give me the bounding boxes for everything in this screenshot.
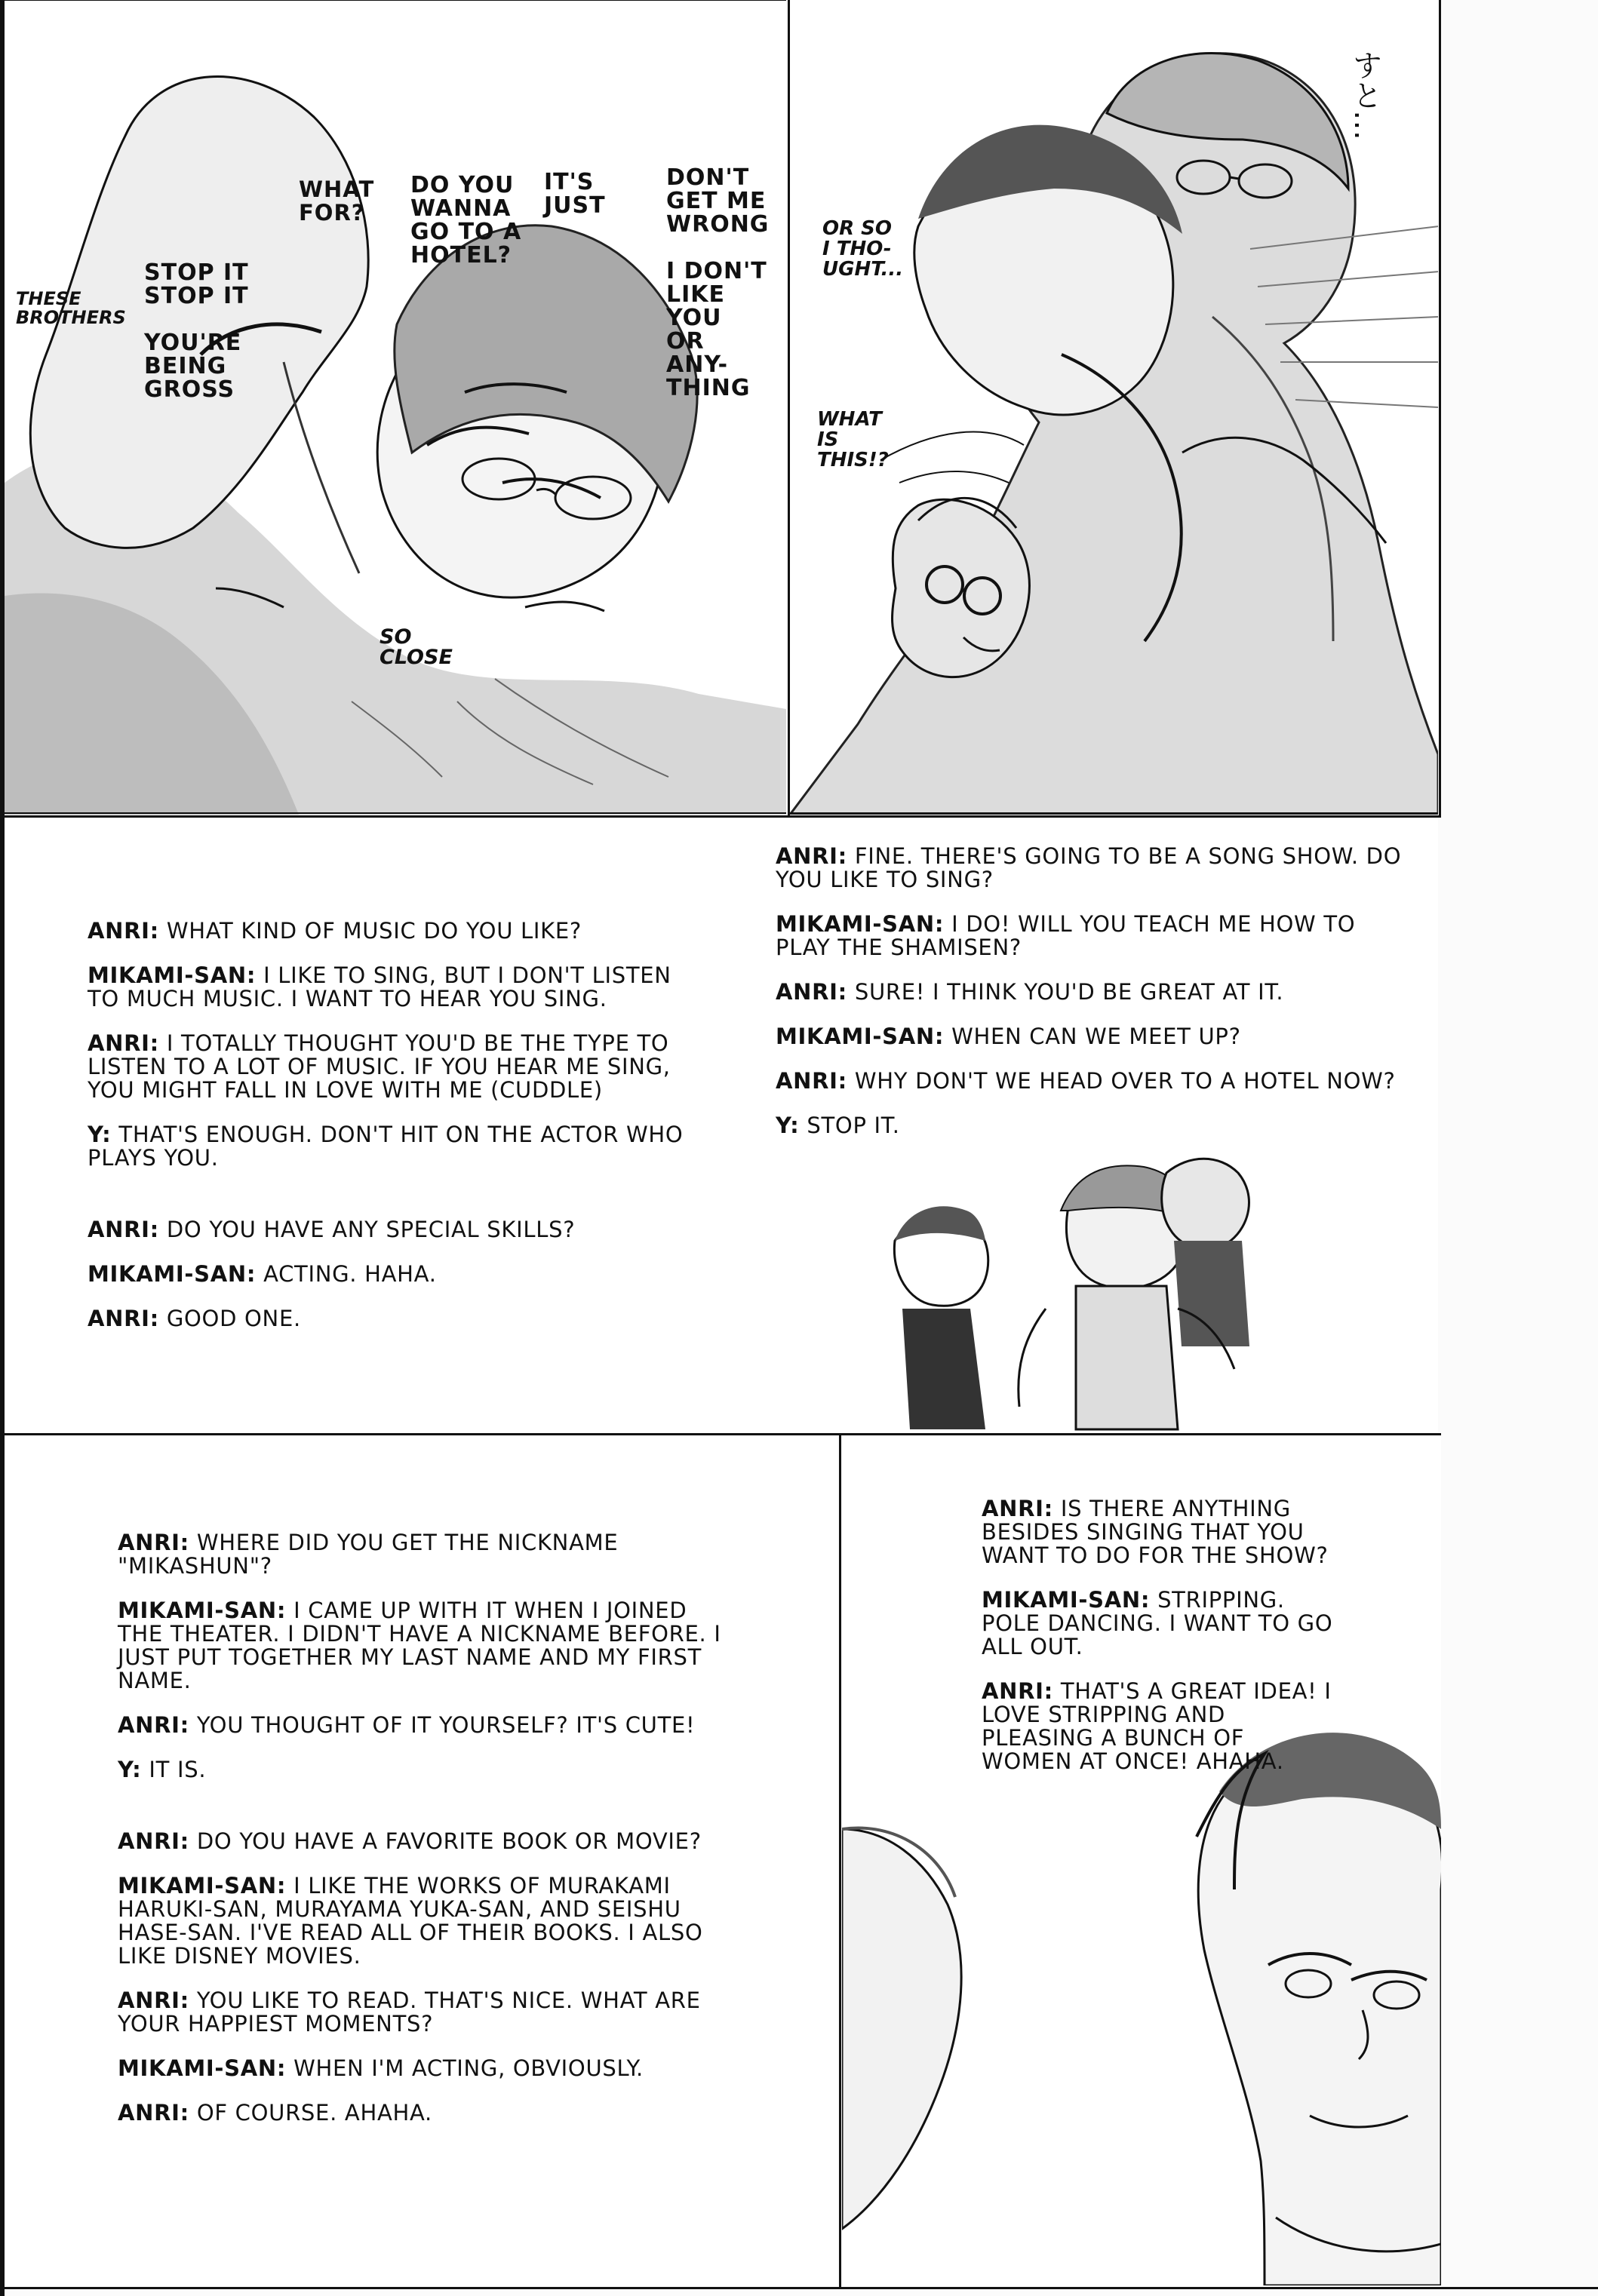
interview-line: [118, 1989, 721, 2036]
speech-dont-get-me-wrong: DON'T GET ME WRONG I DON'T LIKE YOU OR ANY- THING: [666, 164, 770, 401]
interview-line: [88, 964, 706, 1011]
line-text: OF COURSE. AHAHA.: [189, 2100, 432, 2126]
line-text: I LIKE TO SING, BUT I DON'T LISTEN TO MUCH MUSIC. I WANT TO HEAR YOU SING.: [88, 962, 671, 1011]
speaker-label: ANRI:: [118, 1828, 189, 1854]
speaker-label: MIKAMI-SAN:: [88, 1261, 257, 1287]
interview-line: [88, 1307, 706, 1331]
line-text: WHEN CAN WE MEET UP?: [944, 1024, 1241, 1049]
speaker-label: ANRI:: [118, 1530, 189, 1555]
sfx-japanese: すと…: [1348, 50, 1382, 140]
caption-these-brothers: THESE BROTHERS: [16, 288, 126, 328]
line-text: SURE! I THINK YOU'D BE GREAT AT IT.: [847, 979, 1284, 1005]
interview-line: [776, 1114, 1417, 1137]
speaker-label: ANRI:: [118, 2100, 189, 2126]
line-text: STOP IT.: [799, 1113, 900, 1138]
line-text: I LIKE THE WORKS OF MURAKAMI HARUKI-SAN, MURAYAMA YUKA-SAN, AND SEISHU HASE-SAN. I'VE READ ALL OF THEIR BOOKS. I ALSO LIKE DISNEY MOVIES.: [118, 1873, 703, 1969]
speaker-label: Y:: [776, 1113, 800, 1138]
speaker-label: MIKAMI-SAN:: [88, 962, 257, 988]
interview-line: [982, 1497, 1336, 1567]
interview-line: [118, 1714, 721, 1737]
line-text: THAT'S ENOUGH. DON'T HIT ON THE ACTOR WHO PLAYS YOU.: [88, 1122, 684, 1171]
speaker-label: MIKAMI-SAN:: [118, 2055, 287, 2081]
line-text: FINE. THERE'S GOING TO BE A SONG SHOW. DO YOU LIKE TO SING?: [776, 843, 1402, 892]
speaker-label: MIKAMI-SAN:: [118, 1598, 287, 1623]
speaker-label: ANRI:: [118, 1988, 189, 2013]
interview-line: [118, 1531, 721, 1578]
speaker-label: MIKAMI-SAN:: [982, 1587, 1151, 1613]
interview-line: [88, 1263, 706, 1286]
speaker-label: ANRI:: [982, 1678, 1053, 1704]
caption-or-so-i-thought: OR SO I THO- UGHT...: [822, 217, 904, 281]
panel-interview-two: [5, 1437, 837, 2285]
line-text: THAT'S A GREAT IDEA! I LOVE STRIPPING AND PLEASING A BUNCH OF WOMEN AT ONCE! AHAHA.: [982, 1678, 1332, 1774]
line-text: YOU THOUGHT OF IT YOURSELF? IT'S CUTE!: [189, 1712, 696, 1738]
speaker-label: ANRI:: [88, 1030, 159, 1056]
interview-line: [982, 1680, 1336, 1773]
caption-what-is-this: WHAT IS THIS!?: [817, 408, 889, 471]
right-vertical-divider: [1439, 0, 1441, 815]
sketch-hug: [790, 0, 1438, 815]
line-text: YOU LIKE TO READ. THAT'S NICE. WHAT ARE YOUR HAPPIEST MOMENTS?: [118, 1988, 701, 2037]
interview-line: [88, 919, 706, 943]
line-text: WHEN I'M ACTING, OBVIOUSLY.: [286, 2055, 644, 2081]
speech-stop-it: STOP IT STOP IT YOU'RE BEING GROSS: [144, 259, 249, 403]
interview-line: [118, 2057, 721, 2080]
speaker-label: Y:: [88, 1122, 112, 1147]
line-text: I TOTALLY THOUGHT YOU'D BE THE TYPE TO LISTEN TO A LOT OF MUSIC. IF YOU HEAR ME SING, YOU MIGHT FALL IN LOVE WITH ME (CUDDLE): [88, 1030, 671, 1103]
speaker-label: Y:: [118, 1757, 142, 1782]
speaker-label: ANRI:: [776, 979, 847, 1005]
interview-line: [982, 1588, 1336, 1659]
line-text: DO YOU HAVE A FAVORITE BOOK OR MOVIE?: [189, 1828, 702, 1854]
interview-gap: [118, 1803, 721, 1830]
interview-column-one: [88, 919, 706, 1352]
middle-divider: [0, 1433, 1441, 1435]
interview-column-two: [776, 845, 1417, 1159]
speaker-label: ANRI:: [88, 918, 159, 944]
line-text: GOOD ONE.: [158, 1306, 301, 1331]
lower-vertical-divider: [839, 1433, 841, 2288]
line-text: I CAME UP WITH IT WHEN I JOINED THE THEATER. I DIDN'T HAVE A NICKNAME BEFORE. I JUST PUT TOGETHER MY LAST NAME AND MY FIRST NAME.: [118, 1598, 721, 1693]
interview-line: [776, 1070, 1417, 1093]
bottom-divider: [0, 2287, 1598, 2289]
interview-line: [776, 1025, 1417, 1048]
panel-interview-three: [842, 1437, 1441, 2285]
interview-column-three: [118, 1531, 721, 2146]
caption-so-close: SO CLOSE: [380, 625, 453, 669]
line-text: WHY DON'T WE HEAD OVER TO A HOTEL NOW?: [847, 1068, 1396, 1094]
line-text: ACTING. HAHA.: [256, 1261, 437, 1287]
interview-line: [88, 1123, 706, 1170]
top-divider: [0, 815, 1441, 818]
speaker-label: ANRI:: [88, 1306, 159, 1331]
panel-hug: [790, 0, 1438, 815]
interview-line: [776, 913, 1417, 959]
speaker-label: ANRI:: [776, 843, 847, 869]
interview-gap: [88, 1191, 706, 1218]
line-text: STRIPPING. POLE DANCING. I WANT TO GO ALL OUT.: [982, 1587, 1333, 1659]
speaker-label: ANRI:: [118, 1712, 189, 1738]
line-text: I DO! WILL YOU TEACH ME HOW TO PLAY THE SHAMISEN?: [776, 911, 1356, 960]
interview-line: [776, 981, 1417, 1004]
speaker-label: MIKAMI-SAN:: [118, 1873, 287, 1898]
line-text: IS THERE ANYTHING BESIDES SINGING THAT YOU WANT TO DO FOR THE SHOW?: [982, 1496, 1329, 1568]
speaker-label: ANRI:: [982, 1496, 1053, 1521]
speech-do-you-wanna-go-to-a-hotel: DO YOU WANNA GO TO A HOTEL?: [410, 172, 522, 269]
interview-line: [88, 1032, 706, 1102]
line-text: WHAT KIND OF MUSIC DO YOU LIKE?: [158, 918, 582, 944]
interview-line: [118, 1830, 721, 1853]
interview-column-four: [982, 1497, 1336, 1794]
interview-line: [118, 2101, 721, 2125]
interview-line: [118, 1599, 721, 1693]
speech-what-for: WHAT FOR?: [299, 176, 375, 226]
speaker-label: ANRI:: [776, 1068, 847, 1094]
line-text: IT IS.: [141, 1757, 207, 1782]
panel-interview-one: [5, 818, 1438, 1432]
interview-line: [776, 845, 1417, 892]
speaker-label: MIKAMI-SAN:: [776, 911, 945, 937]
interview-line: [88, 1218, 706, 1242]
interview-line: [118, 1874, 721, 1968]
line-text: WHERE DID YOU GET THE NICKNAME "MIKASHUN"?: [118, 1530, 619, 1579]
interview-line: [118, 1758, 721, 1782]
speaker-label: MIKAMI-SAN:: [776, 1024, 945, 1049]
line-text: DO YOU HAVE ANY SPECIAL SKILLS?: [158, 1217, 576, 1242]
speech-its-just: IT'S JUST: [544, 169, 606, 219]
speaker-label: ANRI:: [88, 1217, 159, 1242]
sketch-brothers-close: [5, 0, 786, 815]
panel-brothers-close: [5, 0, 786, 815]
